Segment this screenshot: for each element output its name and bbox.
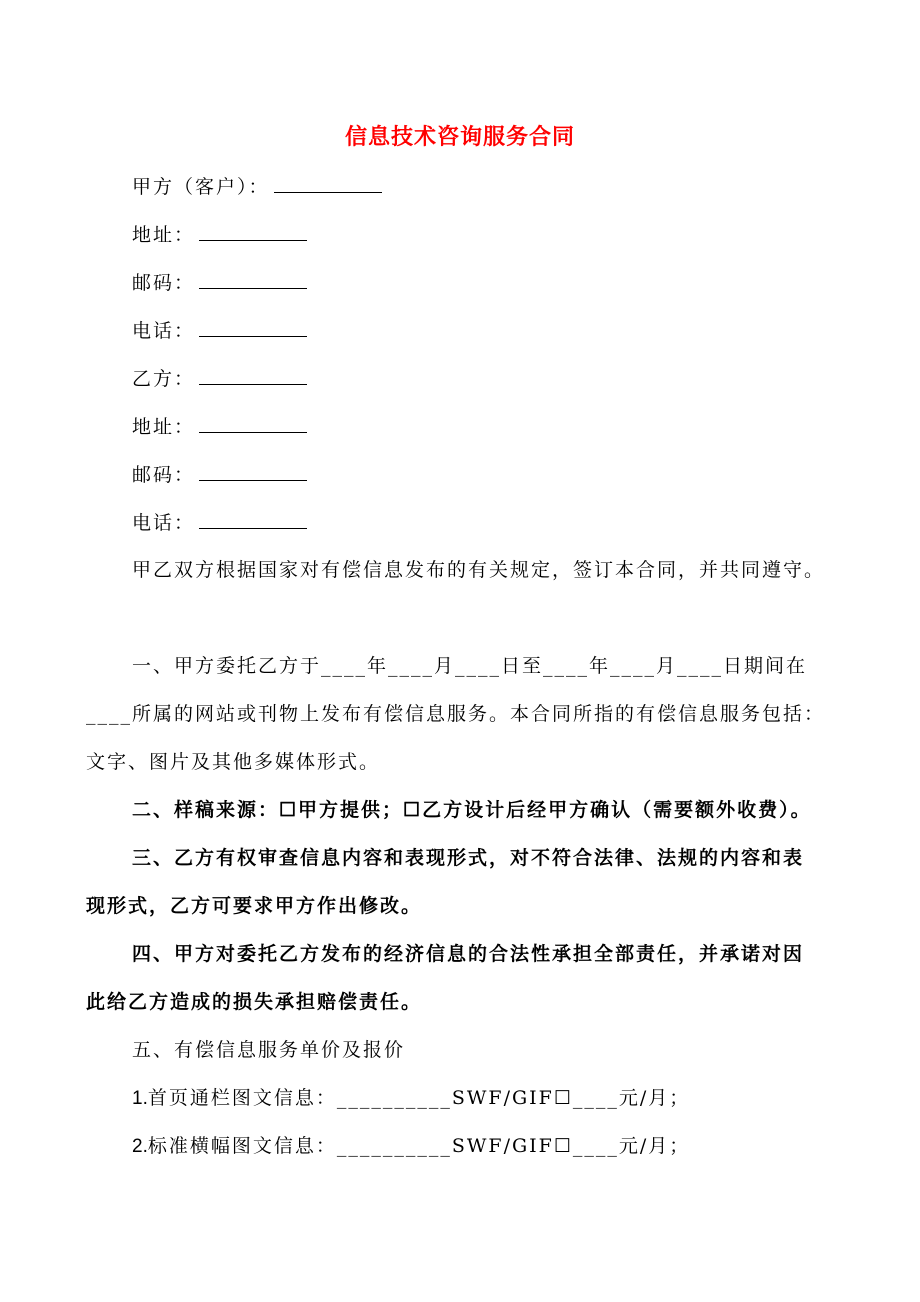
clause-5-item-1-number: 1. <box>132 1088 148 1109</box>
party-a-phone-label: 电话： <box>132 320 196 342</box>
party-b-phone-label: 电话： <box>132 512 196 534</box>
clause-1-line-2: ____所属的网站或刊物上发布有偿信息服务。本合同所指的有偿信息服务包括： <box>86 703 826 725</box>
clause-1-line-3: 文字、图片及其他多媒体形式。 <box>86 751 381 773</box>
party-b-address-label: 地址： <box>132 416 196 438</box>
clause-5-item-2-number: 2. <box>132 1136 148 1157</box>
party-a-phone-blank[interactable] <box>199 316 307 337</box>
party-a-client-label: 甲方（客户）： <box>132 176 270 198</box>
clause-1-line-1: 一、甲方委托乙方于____年____月____日至____年____月____日期间在 <box>132 655 808 677</box>
party-a-address-blank[interactable] <box>199 220 307 241</box>
clause-3-line-1: 三、乙方有权审查信息内容和表现形式，对不符合法律、法规的内容和表 <box>132 847 805 869</box>
party-b-address-line <box>132 412 307 441</box>
preamble-text: 甲乙双方根据国家对有偿信息发布的有关规定，签订本合同，并共同遵守。 <box>132 559 826 581</box>
clause-5-heading: 五、有偿信息服务单价及报价 <box>132 1039 406 1061</box>
party-b-address-blank[interactable] <box>199 412 307 433</box>
clause-5-item-2 <box>132 1132 690 1161</box>
party-a-client-line <box>132 172 382 201</box>
party-b-phone-line <box>132 508 307 537</box>
party-b-postcode-label: 邮码： <box>132 464 196 486</box>
clause-3-line-2: 现形式，乙方可要求甲方作出修改。 <box>86 895 423 917</box>
clause-5-item-1 <box>132 1084 690 1113</box>
party-b-name-label: 乙方： <box>132 368 196 390</box>
party-a-postcode-blank[interactable] <box>199 268 307 289</box>
party-a-address-label: 地址： <box>132 224 196 246</box>
party-b-postcode-line <box>132 460 307 489</box>
party-b-postcode-blank[interactable] <box>199 460 307 481</box>
party-a-postcode-line <box>132 268 307 297</box>
document-title: 信息技术咨询服务合同 <box>344 124 575 150</box>
party-a-phone-line <box>132 316 307 345</box>
clause-5-item-2-text: 标准横幅图文信息：__________SWF/GIF☐____元/月； <box>147 1135 691 1157</box>
party-a-postcode-label: 邮码： <box>132 272 196 294</box>
clause-2-text: 二、样稿来源：☐甲方提供；☐乙方设计后经甲方确认（需要额外收费）。 <box>132 799 812 821</box>
party-b-name-line <box>132 364 307 393</box>
party-a-client-blank[interactable] <box>274 172 382 193</box>
clause-5-item-1-text: 首页通栏图文信息：__________SWF/GIF☐____元/月； <box>147 1087 691 1109</box>
clause-4-line-2: 此给乙方造成的损失承担赔偿责任。 <box>86 991 423 1013</box>
party-b-phone-blank[interactable] <box>199 508 307 529</box>
party-a-address-line <box>132 220 307 249</box>
clause-4-line-1: 四、甲方对委托乙方发布的经济信息的合法性承担全部责任，并承诺对因 <box>132 943 805 965</box>
party-b-name-blank[interactable] <box>199 364 307 385</box>
